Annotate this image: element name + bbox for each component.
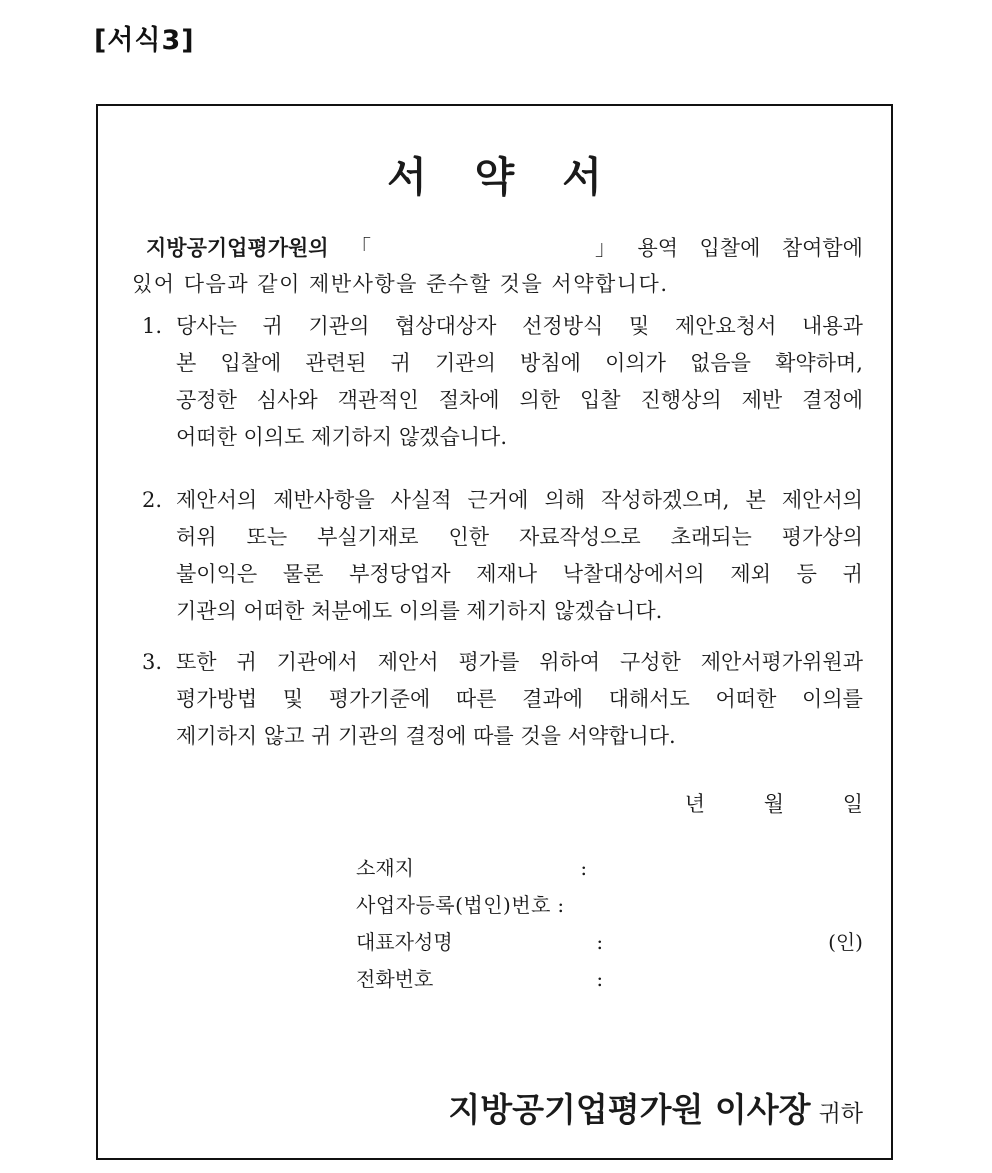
registration-label: 사업자등록(법인)번호 <box>356 893 551 917</box>
representative-field <box>356 924 863 961</box>
intro-word: 입찰에 <box>699 236 761 260</box>
intro-line-2: 있어 다음과 같이 제반사항을 준수할 것을 서약합니다. <box>132 272 669 296</box>
date-year: 년 <box>684 792 706 816</box>
phone-field <box>356 961 863 998</box>
pledge-item-2 <box>142 482 863 630</box>
intro-word: 용역 <box>637 236 679 260</box>
date-line <box>633 788 863 818</box>
form-label: [서식3] <box>94 25 195 56</box>
pledge-item-1 <box>142 308 863 456</box>
addressee-name: 지방공기업평가원 이사장 <box>448 1090 811 1129</box>
item-line: 본 입찰에 관련된 귀 기관의 방침에 이의가 없음을 확약하며, <box>176 351 863 375</box>
item-line: 어떠한 이의도 제기하지 않겠습니다. <box>176 425 507 449</box>
item-line: 공정한 심사와 객관적인 절차에 의한 입찰 진행상의 제반 결정에 <box>176 388 863 412</box>
date-month: 월 <box>763 792 785 816</box>
project-name-blank: 「 」 <box>350 236 617 260</box>
date-day: 일 <box>842 792 863 816</box>
item-line: 제안서의 제반사항을 사실적 근거에 의해 작성하겠으며, 본 제안서의 <box>176 488 863 512</box>
phone-label: 전화번호 <box>356 967 434 991</box>
location-colon: : <box>580 856 588 880</box>
item-line: 허위 또는 부실기재로 인한 자료작성으로 초래되는 평가상의 <box>176 525 863 549</box>
item-line: 당사는 귀 기관의 협상대상자 선정방식 및 제안요청서 내용과 <box>176 314 863 338</box>
pledge-document <box>96 104 893 1160</box>
registration-field <box>356 887 863 924</box>
item-line: 또한 귀 기관에서 제안서 평가를 위하여 구성한 제안서평가위원과 <box>176 650 863 674</box>
item-number: 3. <box>142 650 163 674</box>
registration-colon: : <box>557 893 565 917</box>
phone-colon: : <box>596 967 604 991</box>
location-field <box>356 850 863 887</box>
intro-line-1 <box>146 232 863 262</box>
org-prefix: 지방공기업평가원의 <box>146 235 329 260</box>
representative-label: 대표자성명 <box>356 930 453 954</box>
signer-info <box>356 850 863 998</box>
intro-word: 참여함에 <box>781 236 863 260</box>
item-line: 평가방법 및 평가기준에 따른 결과에 대해서도 어떠한 이의를 <box>176 687 863 711</box>
item-number: 2. <box>142 488 163 512</box>
seal-mark: (인) <box>828 930 863 954</box>
document-title: 서약서 <box>387 153 650 201</box>
item-line: 기관의 어떠한 처분에도 이의를 제기하지 않겠습니다. <box>176 599 663 623</box>
item-line: 제기하지 않고 귀 기관의 결정에 따를 것을 서약합니다. <box>176 724 676 748</box>
representative-colon: : <box>596 930 604 954</box>
addressee-honorific: 귀하 <box>818 1101 863 1127</box>
addressee <box>448 1084 863 1131</box>
pledge-item-3 <box>142 644 863 755</box>
item-line: 불이익은 물론 부정당업자 제재나 낙찰대상에서의 제외 등 귀 <box>176 562 863 586</box>
item-number: 1. <box>142 314 163 338</box>
location-label: 소재지 <box>356 856 414 880</box>
